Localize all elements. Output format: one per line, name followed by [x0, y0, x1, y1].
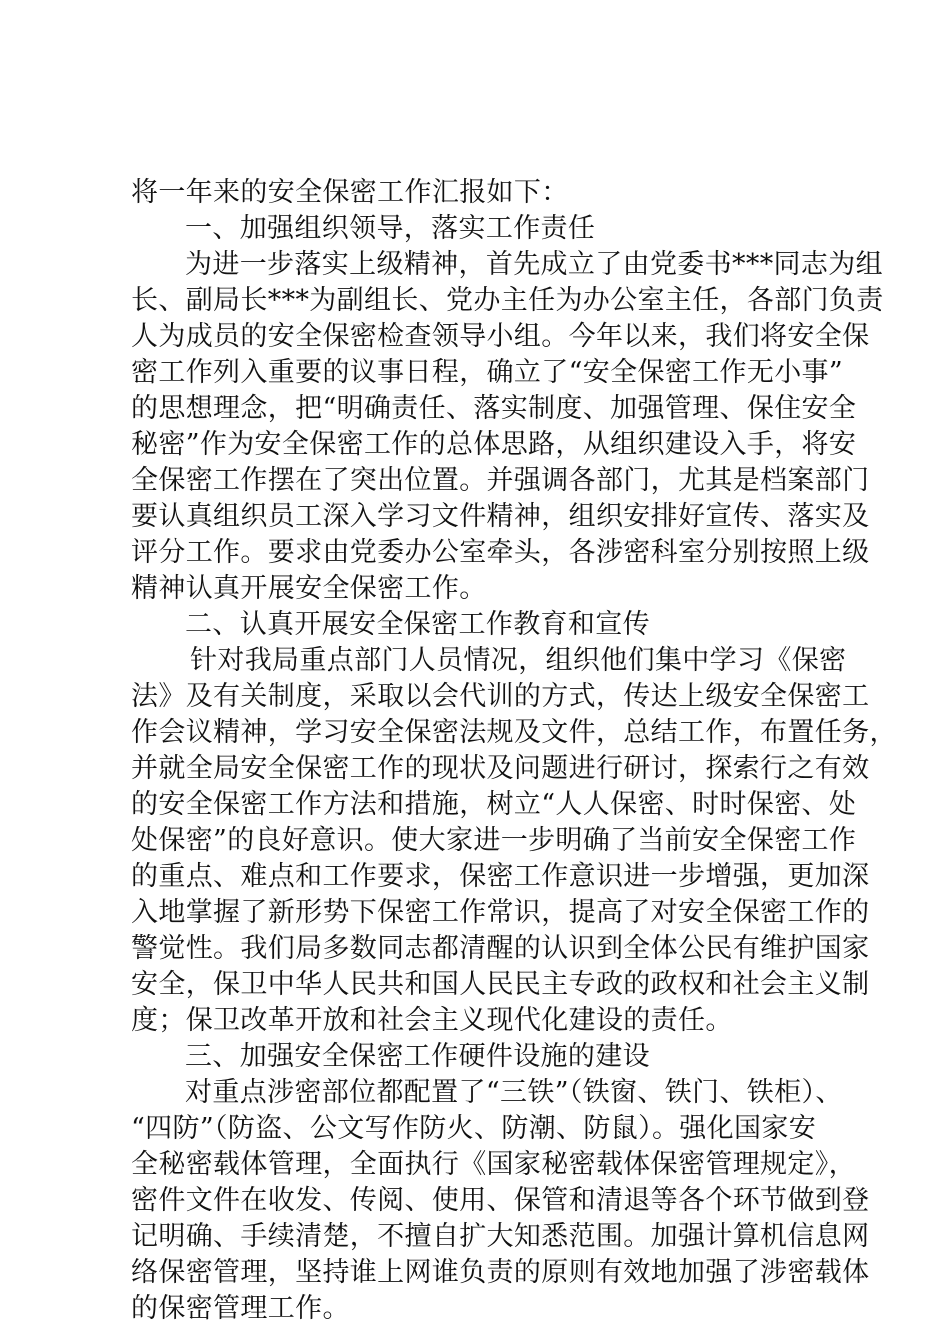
text-line: 的重点、难点和工作要求，保密工作意识进一步增强，更加深	[131, 861, 870, 892]
text-line: 长、副局长***为副组长、党办主任为办公室主任，各部门负责	[131, 285, 884, 316]
text-line: 全保密工作摆在了突出位置。并强调各部门，尤其是档案部门	[131, 465, 870, 496]
text-line: 将一年来的安全保密工作汇报如下：	[131, 177, 569, 208]
text-line: 法》及有关制度，采取以会代训的方式，传达上级安全保密工	[131, 681, 870, 712]
text-line: 的思想理念，把“明确责任、落实制度、加强管理、保住安全	[131, 393, 857, 424]
section-heading-2: 二、认真开展安全保密工作教育和宣传	[185, 609, 650, 640]
text-line: 密工作列入重要的议事日程，确立了“安全保密工作无小事”	[131, 357, 844, 388]
text-line: 密件文件在收发、传阅、使用、保管和清退等各个环节做到登	[131, 1185, 870, 1216]
text-line: 的保密管理工作。	[131, 1293, 350, 1324]
text-line: 记明确、手续清楚，不擅自扩大知悉范围。加强计算机信息网	[131, 1221, 870, 1252]
text-line: 安全，保卫中华人民共和国人民民主专政的政权和社会主义制	[131, 969, 870, 1000]
text-line: 并就全局安全保密工作的现状及问题进行研讨，探索行之有效	[131, 753, 870, 784]
text-line: 要认真组织员工深入学习文件精神，组织安排好宣传、落实及	[131, 501, 870, 532]
text-line: 为进一步落实上级精神，首先成立了由党委书***同志为组	[185, 249, 883, 280]
text-line: “四防”（防盗、公文写作防火、防潮、防鼠）。强化国家安	[131, 1113, 817, 1144]
text-line: 人为成员的安全保密检查领导小组。今年以来，我们将安全保	[131, 321, 870, 352]
text-line: 针对我局重点部门人员情况，组织他们集中学习《保密	[190, 645, 847, 676]
text-line: 入地掌握了新形势下保密工作常识，提高了对安全保密工作的	[131, 897, 870, 928]
text-line: 络保密管理，坚持谁上网谁负责的原则有效地加强了涉密载体	[131, 1257, 870, 1288]
text-line: 警觉性。我们局多数同志都清醒的认识到全体公民有维护国家	[131, 933, 870, 964]
text-line: 作会议精神，学习安全保密法规及文件，总结工作，布置任务，	[131, 717, 897, 748]
section-heading-3: 三、加强安全保密工作硬件设施的建设	[185, 1041, 650, 1072]
text-line: 全秘密载体管理，全面执行《国家秘密载体保密管理规定》，	[131, 1149, 856, 1180]
text-line: 秘密”作为安全保密工作的总体思路，从组织建设入手，将安	[131, 429, 857, 460]
text-line: 的安全保密工作方法和措施，树立“人人保密、时时保密、处	[131, 789, 857, 820]
text-line: 精神认真开展安全保密工作。	[131, 573, 487, 604]
text-line: 评分工作。要求由党委办公室牵头，各涉密科室分别按照上级	[131, 537, 870, 568]
text-line: 对重点涉密部位都配置了“三铁”（铁窗、铁门、铁柜）、	[185, 1077, 843, 1108]
text-line: 处保密”的良好意识。使大家进一步明确了当前安全保密工作	[131, 825, 857, 856]
text-line: 度；保卫改革开放和社会主义现代化建设的责任。	[131, 1005, 733, 1036]
section-heading-1: 一、加强组织领导，落实工作责任	[185, 213, 596, 244]
